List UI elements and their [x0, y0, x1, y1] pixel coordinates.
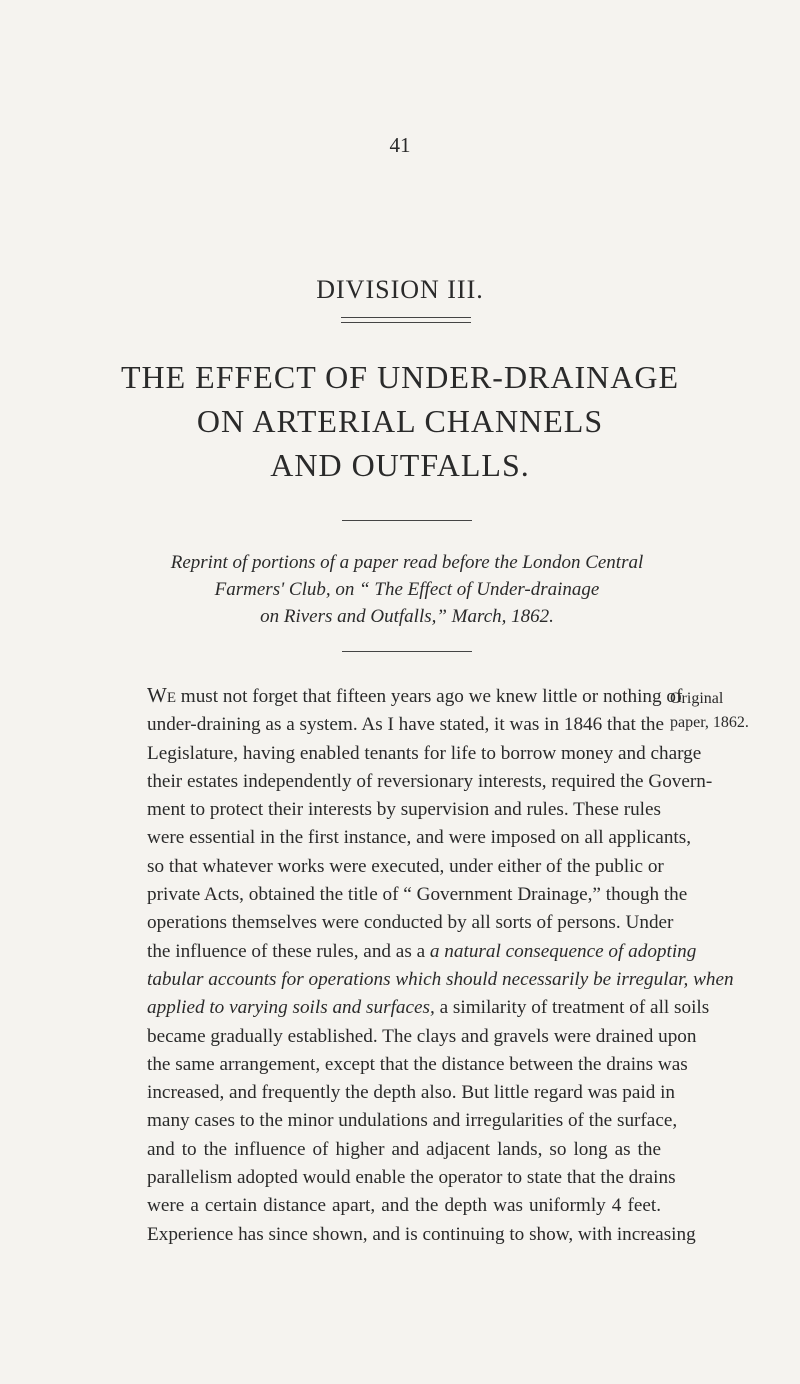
margin-note	[670, 687, 795, 735]
italic-phrase: tabular accounts for operations which should necessarily be irregular, when	[147, 968, 734, 990]
rule-divider-bottom	[342, 651, 472, 652]
subtitle-line-3: on Rivers and Outfalls,” March, 1862.	[260, 606, 554, 627]
body-line: ment to protect their interests by supervision and rules. These rules	[147, 799, 661, 821]
subtitle-note	[130, 549, 684, 630]
body-line: the same arrangement, except that the distance between the drains was	[147, 1053, 688, 1075]
body-line: their estates independently of reversionary interests, required the Govern-	[147, 770, 713, 792]
drop-word: We	[147, 683, 176, 707]
body-line: were a certain distance apart, and the depth was uniformly 4 feet.	[147, 1195, 661, 1217]
body-line: many cases to the minor undulations and irregularities of the surface,	[147, 1110, 678, 1132]
body-line: became gradually established. The clays and gravels were drained upon	[147, 1025, 697, 1047]
title-line-1: THE EFFECT OF UNDER-DRAINAGE	[120, 359, 680, 395]
body-line: operations themselves were conducted by all sorts of persons. Under	[147, 912, 674, 934]
body-line: so that whatever works were executed, under either of the public or	[147, 855, 664, 877]
page-number: 41	[389, 133, 411, 157]
body-line: Legislature, having enabled tenants for life to borrow money and charge	[147, 742, 702, 764]
body-line: the influence of these rules, and as a a natural consequence of adopting	[147, 940, 697, 962]
body-line: private Acts, obtained the title of “ Government Drainage,” though the	[147, 884, 688, 906]
title-line-2: ON ARTERIAL CHANNELS	[196, 403, 604, 439]
rule-divider-top	[342, 520, 472, 521]
body-line: and to the influence of higher and adjacent lands, so long as the	[147, 1138, 661, 1160]
body-line: increased, and frequently the depth also. But little regard was paid in	[147, 1082, 676, 1104]
body-line: We must not forget that fifteen years ago we knew little or nothing of	[147, 683, 683, 707]
body-line	[147, 966, 734, 994]
chapter-title	[0, 355, 800, 487]
division-heading: DIVISION III.	[316, 275, 484, 304]
subtitle-line-2: Farmers' Club, on “ The Effect of Under-drainage	[214, 579, 600, 600]
body-line: under-draining as a system. As I have stated, it was in 1846 that the	[147, 714, 665, 736]
body-line: Experience has since shown, and is continuing to show, with increasing	[147, 1223, 696, 1245]
body-line: were essential in the first instance, and were imposed on all applicants,	[147, 827, 692, 849]
title-line-3: AND OUTFALLS.	[270, 447, 530, 483]
double-rule-divider	[341, 317, 471, 323]
italic-phrase: applied to varying soils and surfaces,	[147, 997, 435, 1019]
margin-note-line-2: paper, 1862.	[670, 714, 749, 731]
italic-phrase: a natural consequence of adopting	[429, 940, 697, 962]
body-line: applied to varying soils and surfaces, a similarity of treatment of all soils	[147, 997, 710, 1019]
subtitle-line-1: Reprint of portions of a paper read before the London Central	[170, 552, 644, 573]
margin-note-line-1: Original	[670, 690, 724, 707]
body-line: parallelism adopted would enable the operator to state that the drains	[147, 1167, 676, 1189]
